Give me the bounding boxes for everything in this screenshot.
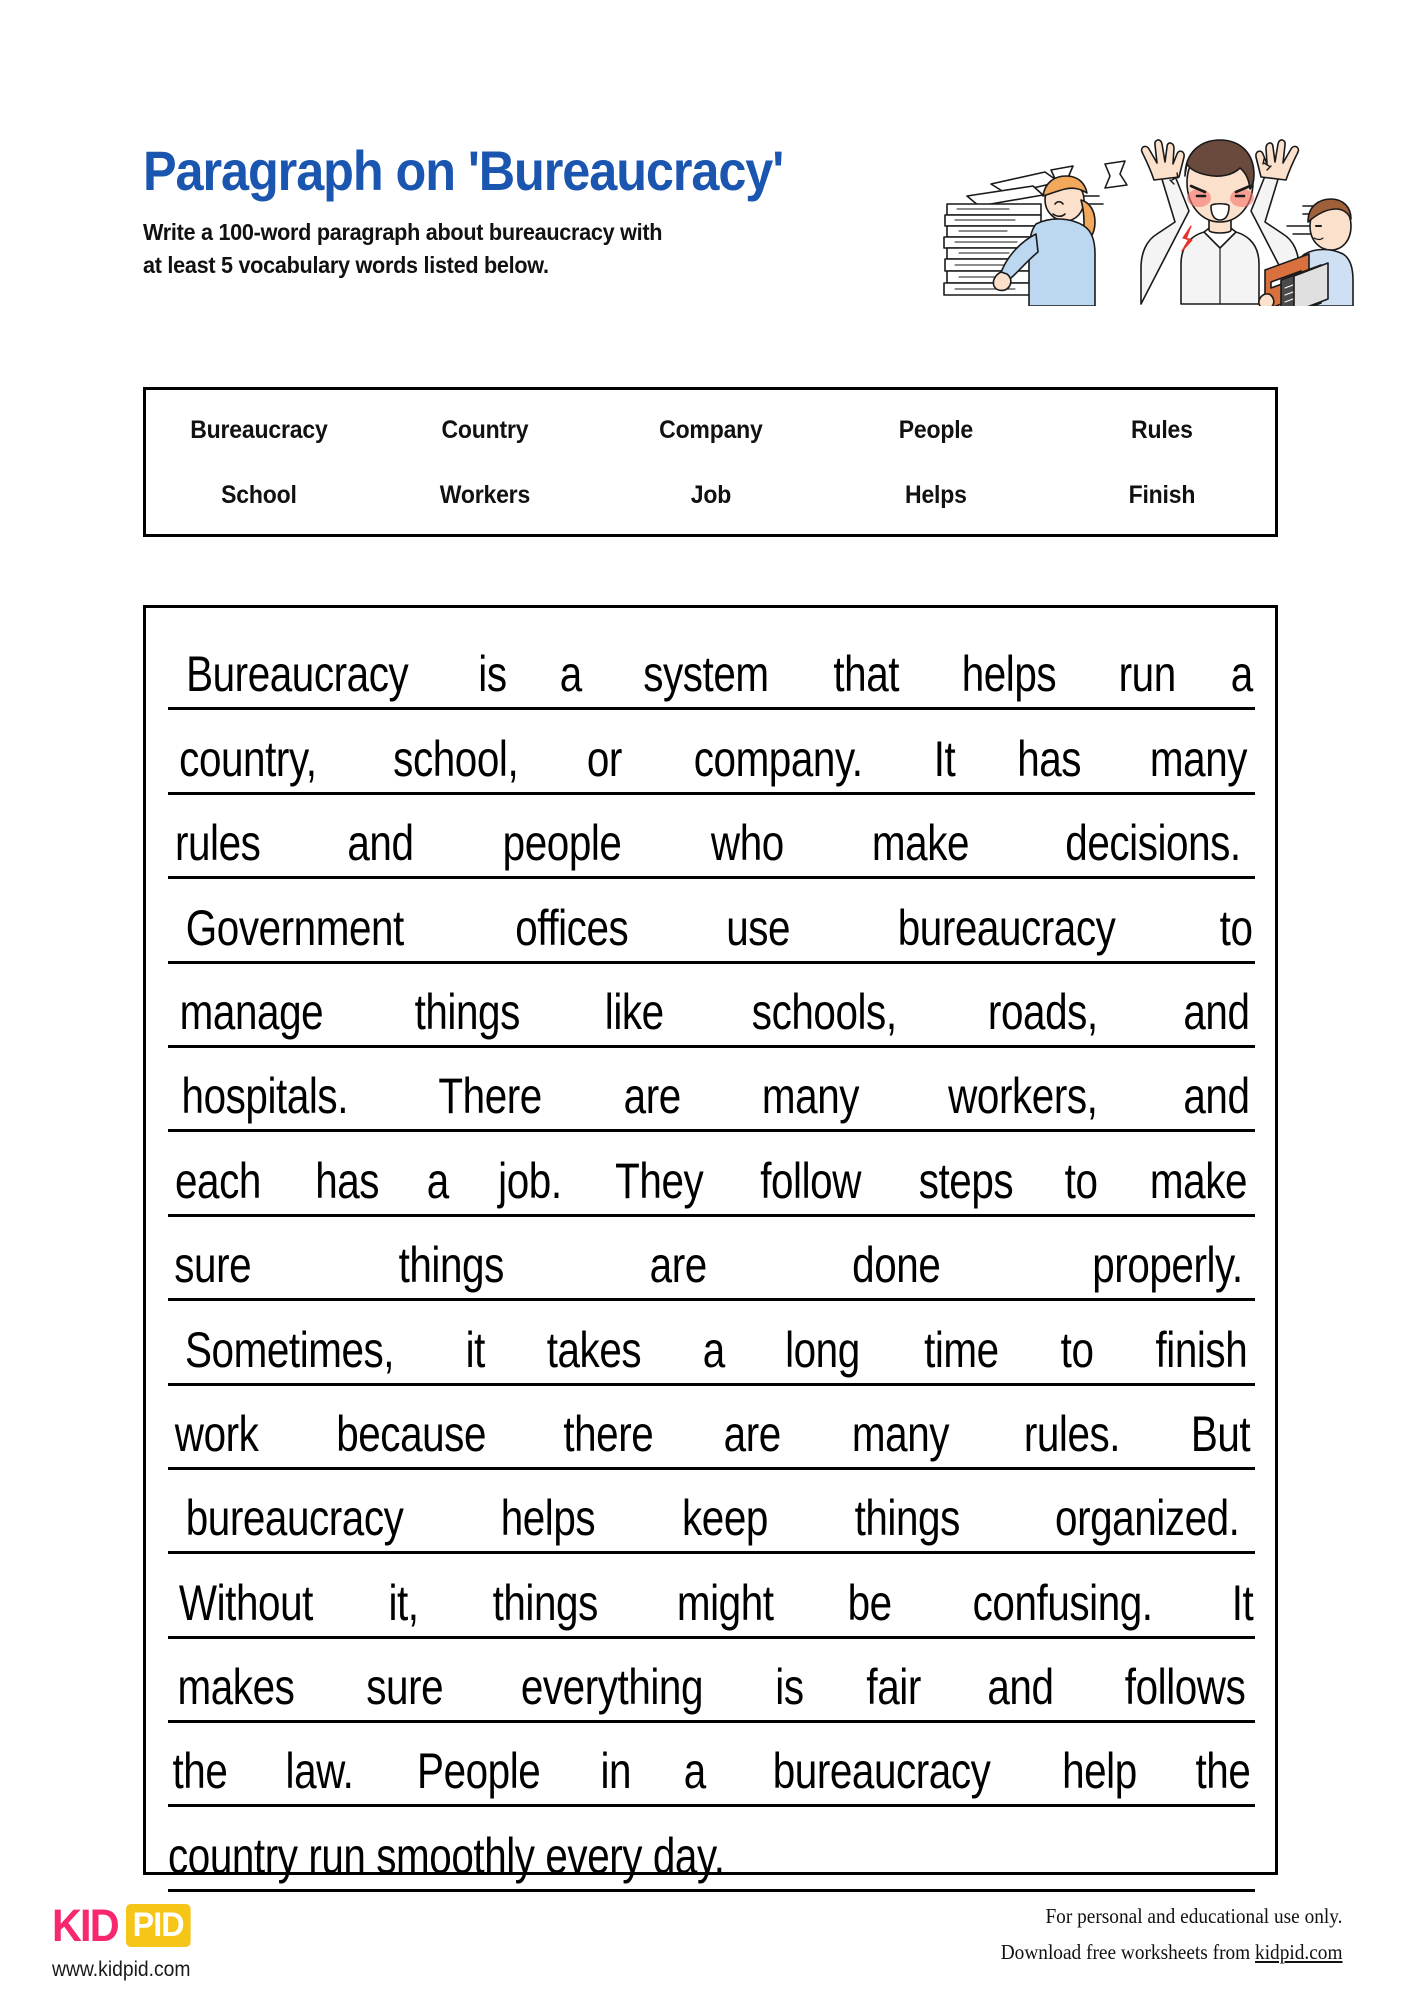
paragraph-word: finish	[1155, 1321, 1248, 1378]
paragraph-word: bureaucracy	[185, 1489, 404, 1547]
vocabulary-word: Country	[441, 415, 529, 444]
paragraph-word: decisions.	[1065, 814, 1241, 871]
paragraph-word: follows	[1124, 1658, 1246, 1715]
paragraph-line	[168, 964, 1255, 1048]
paragraph-word: There	[438, 1067, 543, 1125]
paragraph-word: is	[775, 1658, 805, 1715]
paragraph-line	[168, 1470, 1255, 1554]
paragraph-word: Sometimes,	[185, 1321, 395, 1378]
paragraph-word: or	[586, 730, 622, 787]
credit-line-2	[1000, 1934, 1342, 1970]
paragraph-line	[168, 1807, 1255, 1891]
paragraph-word: schools,	[751, 983, 897, 1040]
paragraph-answer-box[interactable]	[143, 605, 1278, 1884]
paragraph-word: rules.	[1023, 1405, 1120, 1462]
paragraph-word: long	[785, 1321, 860, 1378]
paragraph-word: are	[650, 1236, 708, 1293]
paragraph-word: make	[1149, 1152, 1248, 1209]
paragraph-word: rules	[174, 814, 261, 871]
paragraph-line	[168, 626, 1255, 710]
vocabulary-word: Helps	[905, 480, 968, 509]
paragraph-word: properly.	[1092, 1236, 1243, 1293]
paragraph-word: it	[465, 1321, 485, 1378]
paragraph-word: It	[933, 730, 956, 787]
logo-kid-text: KID	[52, 1900, 118, 1951]
paragraph-word: and	[1183, 1067, 1250, 1125]
paragraph-word: many	[762, 1067, 860, 1125]
paragraph-word: Bureaucracy	[186, 646, 409, 703]
vocabulary-word: Workers	[439, 480, 530, 509]
paragraph-word: a	[559, 646, 582, 703]
paragraph-line	[168, 1048, 1255, 1132]
paragraph-word: has	[1017, 730, 1082, 787]
paragraph-word: help	[1062, 1743, 1138, 1800]
paragraph-word: work	[174, 1405, 259, 1462]
vocabulary-word: People	[899, 415, 974, 444]
paragraph-word: law.	[285, 1743, 354, 1800]
paragraph-word: and	[346, 814, 414, 871]
paragraph-line	[168, 710, 1255, 794]
paragraph-word: company.	[693, 730, 863, 787]
vocabulary-word-bank	[143, 387, 1278, 537]
paragraph-word: sure	[366, 1658, 444, 1715]
credit-line-2-prefix: Download free worksheets from	[1000, 1940, 1255, 1964]
paragraph-word: People	[416, 1743, 541, 1800]
paragraph-lines	[168, 626, 1255, 1892]
page-title: Paragraph on 'Bureaucracy'	[143, 139, 784, 202]
paragraph-word: system	[643, 646, 769, 703]
paragraph-word: because	[335, 1405, 486, 1462]
vocabulary-word: Rules	[1131, 415, 1193, 444]
vocabulary-row-2	[146, 462, 1275, 534]
paragraph-word: are	[623, 1067, 681, 1125]
credit-line-1: For personal and educational use only.	[1044, 1904, 1342, 1928]
paragraph-word: keep	[681, 1489, 768, 1547]
paragraph-word: offices	[514, 899, 628, 956]
instruction-line-2: at least 5 vocabulary words listed below.	[143, 252, 549, 278]
paragraph-word: manage	[179, 983, 324, 1040]
paragraph-word: who	[710, 814, 784, 871]
paragraph-word: bureaucracy	[897, 899, 1116, 956]
paragraph-word: done	[851, 1236, 941, 1293]
paragraph-word: there	[563, 1405, 654, 1462]
paragraph-word: hospitals.	[181, 1067, 349, 1125]
paragraph-word: the	[1195, 1743, 1251, 1800]
paragraph-word: confusing.	[972, 1574, 1153, 1631]
paragraph-word: the	[172, 1743, 228, 1800]
logo-mark	[52, 1900, 203, 1951]
paragraph-word: are	[723, 1405, 782, 1462]
paragraph-line	[168, 1386, 1255, 1470]
paragraph-word: to	[1064, 1152, 1098, 1209]
paragraph-word: things	[414, 983, 520, 1040]
paragraph-word: things	[854, 1489, 961, 1547]
paragraph-word: sure	[174, 1236, 252, 1293]
paragraph-word: a	[683, 1743, 706, 1800]
paragraph-word: follow	[760, 1152, 861, 1209]
frustrated-office-workers-illustration	[895, 108, 1365, 306]
paragraph-word: a	[1231, 646, 1254, 703]
paragraph-word: It	[1231, 1574, 1254, 1631]
paragraph-word: each	[174, 1152, 261, 1209]
paragraph-word: to	[1060, 1321, 1094, 1378]
paragraph-word: workers,	[947, 1067, 1098, 1125]
paragraph-word: is	[478, 646, 507, 703]
paragraph-line	[168, 1132, 1255, 1216]
paragraph-word: bureaucracy	[772, 1743, 991, 1800]
paragraph-word: fair	[866, 1658, 922, 1715]
paragraph-word: in	[600, 1743, 632, 1800]
paragraph-word: use	[726, 899, 791, 956]
paragraph-word: school,	[393, 730, 519, 787]
logo-website-url: www.kidpid.com	[52, 1958, 191, 1981]
paragraph-line	[168, 1301, 1255, 1385]
vocabulary-word: School	[221, 480, 297, 509]
paragraph-word: organized.	[1055, 1489, 1240, 1547]
paragraph-word: They	[615, 1152, 704, 1209]
kidpid-logo[interactable]	[52, 1900, 203, 1982]
paragraph-word: might	[676, 1574, 774, 1631]
vocabulary-word: Company	[658, 415, 763, 444]
worksheet-footer	[0, 1900, 1414, 2000]
instruction-text	[143, 216, 867, 282]
paragraph-word: it,	[388, 1574, 420, 1631]
vocabulary-word: Bureaucracy	[190, 415, 328, 444]
paragraph-word: roads,	[988, 983, 1098, 1040]
paragraph-word: Government	[185, 899, 404, 956]
paragraph-word: time	[924, 1321, 1000, 1378]
paragraph-word: has	[314, 1152, 379, 1209]
paragraph-word: a	[702, 1321, 725, 1378]
paragraph-word: helps	[961, 646, 1057, 703]
vocabulary-row-1	[146, 390, 1275, 462]
vocabulary-word: Job	[690, 480, 731, 509]
paragraph-word: takes	[546, 1321, 641, 1378]
paragraph-word: things	[492, 1574, 598, 1631]
paragraph-word: make	[871, 814, 969, 871]
paragraph-word: Without	[178, 1574, 313, 1631]
paragraph-word: run	[1118, 646, 1176, 703]
paragraph-word: makes	[177, 1658, 295, 1715]
kidpid-link[interactable]: kidpid.com	[1254, 1940, 1342, 1964]
paragraph-word: many	[852, 1405, 950, 1462]
paragraph-word: steps	[918, 1152, 1013, 1209]
paragraph-word: job.	[497, 1152, 562, 1209]
instruction-line-1: Write a 100-word paragraph about bureaucracy with	[143, 219, 663, 245]
paragraph-line	[168, 1217, 1255, 1301]
paragraph-word: and	[987, 1658, 1054, 1715]
paragraph-line	[168, 795, 1255, 879]
paragraph-word: country run smoothly every day.	[168, 1827, 725, 1884]
paragraph-word: be	[847, 1574, 892, 1631]
paragraph-word: a	[427, 1152, 450, 1209]
paragraph-word: many	[1149, 730, 1248, 787]
credit-block	[1000, 1898, 1342, 1970]
paragraph-word: things	[398, 1236, 505, 1293]
paragraph-word: to	[1219, 899, 1253, 956]
paragraph-word: like	[604, 983, 664, 1040]
paragraph-word: everything	[520, 1658, 703, 1715]
paragraph-word: country,	[179, 730, 317, 787]
paragraph-line	[168, 879, 1255, 963]
logo-pid-badge: PID	[126, 1904, 190, 1947]
paragraph-word: and	[1183, 983, 1250, 1040]
paragraph-line	[168, 1554, 1255, 1638]
paragraph-word: people	[502, 814, 622, 871]
paragraph-line	[168, 1639, 1255, 1723]
paragraph-word: But	[1190, 1405, 1251, 1462]
paragraph-word: that	[833, 646, 900, 703]
paragraph-line	[168, 1723, 1255, 1807]
vocabulary-word: Finish	[1128, 480, 1196, 509]
paragraph-word: helps	[500, 1489, 596, 1547]
